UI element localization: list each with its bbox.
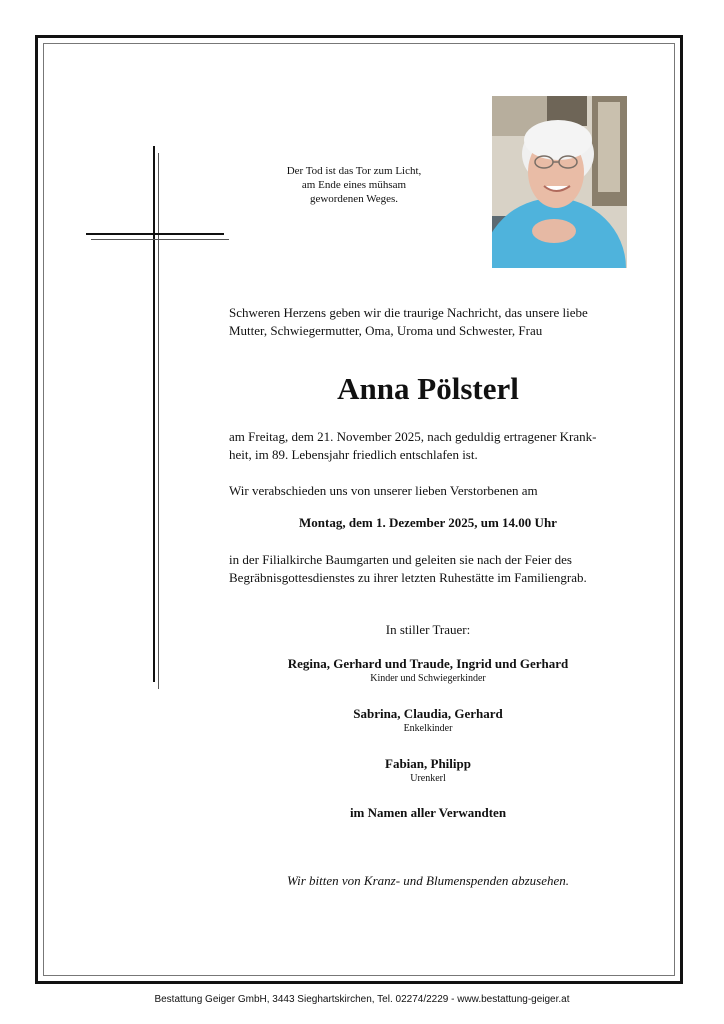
death-line: am Freitag, dem 21. November 2025, nach geduldig ertragener Krank- (229, 429, 597, 444)
cross-horizontal-shadow (91, 239, 229, 240)
quote-line: Der Tod ist das Tor zum Licht, (286, 165, 422, 177)
mourner-group (229, 655, 627, 685)
donation-note: Wir bitten von Kranz- und Blumenspenden abzusehen. (287, 873, 569, 888)
mourner-relation: Kinder und Schwiegerkinder (370, 673, 486, 684)
death-details (229, 428, 627, 464)
intro-line: Mutter, Schwiegermutter, Oma, Uroma und Schwester, Frau (229, 323, 543, 338)
memorial-quote (276, 164, 432, 206)
funeral-date: Montag, dem 1. Dezember 2025, um 14.00 Uhr (299, 515, 557, 530)
intro-line: Schweren Herzens geben wir die traurige Nachricht, das unsere liebe (229, 305, 588, 320)
quote-line: gewordenen Weges. (309, 193, 399, 205)
footer-imprint: Bestattung Geiger GmbH, 3443 Sieghartskirchen, Tel. 02274/2229 - www.bestattung-geiger.at (154, 994, 570, 1005)
church-line: in der Filialkirche Baumgarten und geleiten sie nach der Feier des (229, 552, 572, 567)
cross-vertical-beam (153, 146, 155, 682)
announcement-intro (229, 304, 627, 340)
mourner-names: Fabian, Philipp (385, 756, 471, 771)
portrait-photo (492, 96, 627, 268)
mourner-group (229, 755, 627, 785)
mourners-title: In stiller Trauer: (385, 622, 471, 637)
cross-horizontal-beam (86, 233, 224, 235)
mourner-relation: Enkelkinder (403, 723, 453, 734)
mourner-names: Regina, Gerhard und Traude, Ingrid und Gerhard (287, 656, 569, 671)
mourner-names: Sabrina, Claudia, Gerhard (353, 706, 503, 721)
mourner-relation: Urenkerl (410, 773, 446, 784)
farewell-text: Wir verabschieden uns von unserer lieben Verstorbenen am (229, 483, 538, 498)
mourner-group (229, 705, 627, 735)
quote-line: am Ende eines mühsam (301, 179, 407, 191)
church-details (229, 551, 627, 587)
death-line: heit, im 89. Lebensjahr friedlich entschlafen ist. (229, 447, 478, 462)
closing-line: im Namen aller Verwandten (349, 805, 507, 820)
deceased-name: Anna Pölsterl (337, 371, 519, 406)
church-line: Begräbnisgottesdienstes zu ihrer letzten Ruhestätte im Familiengrab. (229, 570, 587, 585)
